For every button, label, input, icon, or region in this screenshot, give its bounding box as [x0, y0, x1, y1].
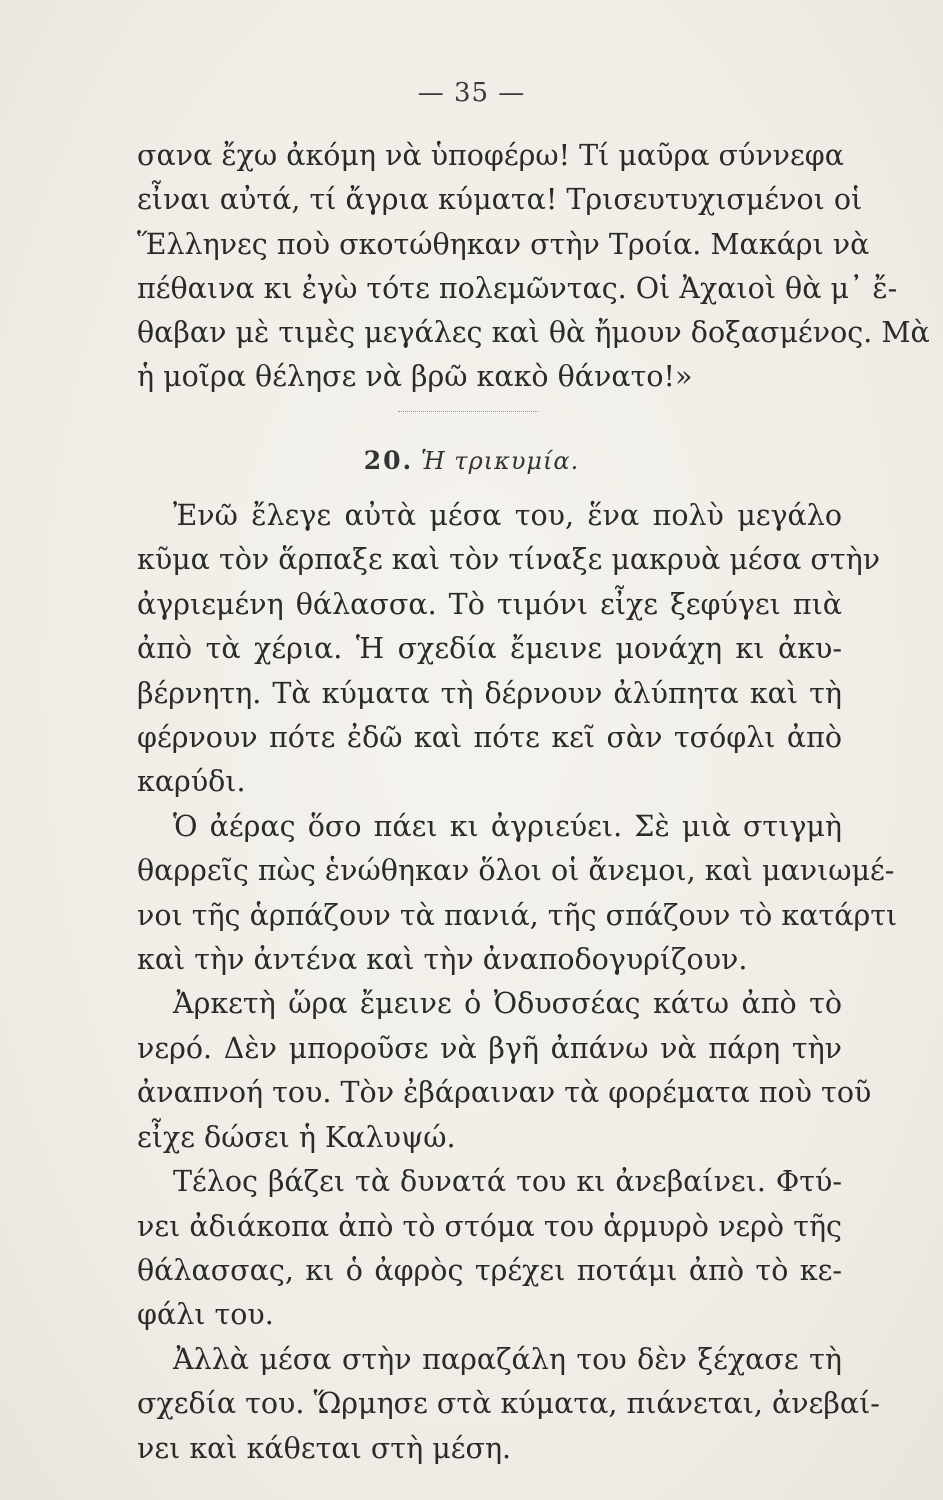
text-line: σανα ἔχω ἀκόμη νὰ ὑποφέρω! Τί μαῦρα σύννεφα — [137, 139, 844, 172]
paragraph-5-line: νει καὶ κάθεται στὴ μέση. — [137, 1431, 512, 1465]
page-number: — 35 — — [417, 78, 526, 108]
paragraph-3-line: νερό. Δὲν μποροῦσε νὰ βγῆ ἀπάνω νὰ πάρη τὴν — [137, 1031, 842, 1065]
paragraph-2-line: θαρρεῖς πὼς ἑνώθηκαν ὅλοι οἱ ἄνεμοι, καὶ μανιωμέ- — [137, 854, 895, 888]
paragraph-3-line: εἶχε δώσει ἡ Καλυψώ. — [137, 1120, 456, 1154]
section-heading — [0, 446, 943, 475]
paragraph-1-line: ἀπὸ τὰ χέρια. Ἡ σχεδία ἔμεινε μονάχη κι ἀκυ- — [137, 632, 842, 666]
paragraph-1-line: βέρνητη. Τὰ κύματα τὴ δέρνουν ἀλύπητα καὶ τὴ — [137, 676, 842, 710]
paragraph-4-line: θάλασσας, κι ὁ ἀφρὸς τρέχει ποτάμι ἀπὸ τὸ κε- — [137, 1253, 842, 1287]
paragraph-5-line: σχεδία του. Ὥρμησε στὰ κύματα, πιάνεται, ἀνεβαί- — [137, 1387, 880, 1421]
text-line: θαβαν μὲ τιμὲς μεγάλες καὶ θὰ ἤμουν δοξασμένος. Μὰ — [137, 316, 930, 350]
paragraph-3-line: ἀναπνοή του. Τὸν ἐβάραιναν τὰ φορέματα ποὺ τοῦ — [137, 1076, 872, 1110]
paragraph-4-line: νει ἀδιάκοπα ἀπὸ τὸ στόμα του ἁρμυρὸ νερὸ τῆς — [137, 1209, 842, 1243]
paragraph-4-line: Τέλος βάζει τὰ δυνατά του κι ἀνεβαίνει. Φτύ- — [173, 1165, 842, 1199]
paragraph-2-line: Ὁ ἀέρας ὅσο πάει κι ἀγριεύει. Σὲ μιὰ στιγμὴ — [173, 809, 842, 843]
text-line: Ἕλληνες ποὺ σκοτώθηκαν στὴν Τροία. Μακάρι νὰ — [137, 227, 870, 261]
paragraph-1-line: καρύδι. — [137, 765, 246, 799]
section-title: Ἡ τρικυμία. — [420, 447, 580, 475]
text-line: ἡ μοῖρα θέλησε νὰ βρῶ κακὸ θάνατο!» — [137, 360, 693, 394]
paragraph-1-line: Ἐνῶ ἔλεγε αὐτὰ μέσα του, ἕνα πολὺ μεγάλο — [173, 499, 842, 532]
continued-passage — [137, 134, 930, 400]
paragraph-2-line: καὶ τὴν ἀντένα καὶ τὴν ἀναποδογυρίζουν. — [137, 943, 748, 977]
section-number: 20. — [363, 446, 414, 475]
paragraph-3-line: Ἀρκετὴ ὥρα ἔμεινε ὁ Ὀδυσσέας κάτω ἀπὸ τὸ — [173, 987, 842, 1021]
paragraph-1-line: φέρνουν πότε ἐδῶ καὶ πότε κεῖ σὰν τσόφλι ἀπὸ — [137, 721, 842, 755]
paragraph-4-line: φάλι του. — [137, 1298, 274, 1332]
paragraph-1-line: κῦμα τὸν ἅρπαξε καὶ τὸν τίναξε μακρυὰ μέσα στὴν — [137, 543, 881, 577]
text-line: πέθαινα κι ἐγὼ τότε πολεμῶντας. Οἱ Ἀχαιοὶ θὰ μ᾽ ἔ- — [137, 271, 898, 305]
section-separator — [398, 411, 538, 412]
text-line: εἶναι αὐτά, τί ἄγρια κύματα! Τρισευτυχισμένοι οἱ — [137, 183, 863, 217]
paragraph-1-line: ἀγριεμένη θάλασσα. Τὸ τιμόνι εἶχε ξεφύγει πιὰ — [137, 587, 842, 621]
paragraph-5-line: Ἀλλὰ μέσα στὴν παραζάλη του δὲν ξέχασε τὴ — [173, 1342, 842, 1376]
section-body — [137, 494, 898, 1471]
paragraph-2-line: νοι τῆς ἁρπάζουν τὰ πανιά, τῆς σπάζουν τὸ κατάρτι — [137, 898, 898, 932]
